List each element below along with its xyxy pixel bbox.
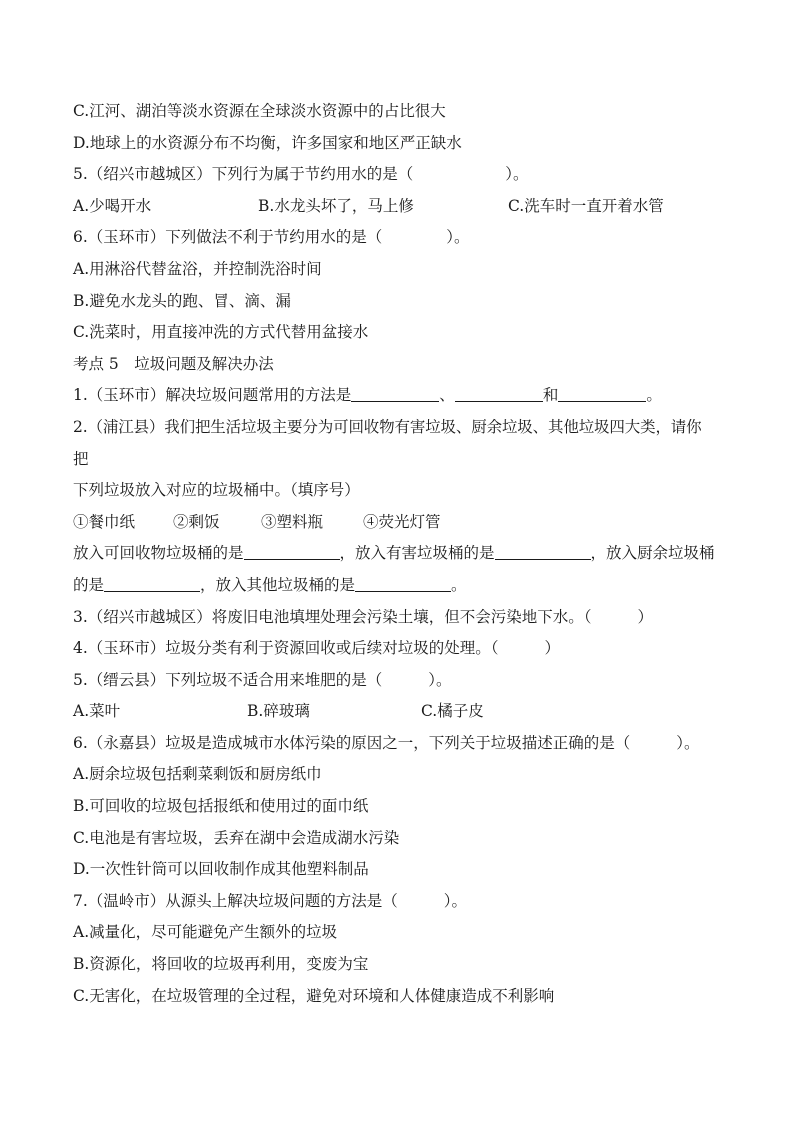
problem-6-option-c <box>73 823 733 855</box>
question-end: ）。 <box>446 228 470 247</box>
question-stem: 5.（绍兴市越城区）下列行为属于节约用水的是（ <box>73 165 414 184</box>
problem-instruction: 下列垃圾放入对应的垃圾桶中。（填序号） <box>73 481 360 500</box>
fill-blank-other[interactable] <box>355 573 451 592</box>
fill-blank-kitchen[interactable] <box>104 573 200 592</box>
problem-stem: 5.（缙云县）下列垃圾不适合用来堆肥的是（ <box>73 670 383 689</box>
problem-7-option-a <box>73 917 733 949</box>
option-c: C.橘子皮 <box>421 702 484 721</box>
option-text: D.地球上的水资源分布不均衡，许多国家和地区严正缺水 <box>73 133 462 152</box>
option-text: C.无害化，在垃圾管理的全过程，避免对环境和人体健康造成不利影响 <box>73 986 555 1005</box>
problem-1 <box>73 380 733 412</box>
problem-7-option-b <box>73 949 733 981</box>
option-text: D.一次性针筒可以回收制作成其他塑料制品 <box>73 860 369 879</box>
option-text: C.洗菜时，用直接冲洗的方式代替用盆接水 <box>73 323 369 342</box>
question-5-water <box>73 159 733 191</box>
problem-7 <box>73 886 733 918</box>
option-text: B.可回收的垃圾包括报纸和使用过的面巾纸 <box>73 797 369 816</box>
option-text: A.用淋浴代替盆浴，并控制洗浴时间 <box>73 259 322 278</box>
problem-end: ） <box>544 639 561 658</box>
problem-6-option-b <box>73 791 733 823</box>
problem-stem: 1.（玉环市）解决垃圾问题常用的方法是 <box>73 386 352 405</box>
question-6-option-c <box>73 317 733 349</box>
problem-2-fill-line-1 <box>73 538 733 570</box>
option-a: A.少喝开水 <box>73 196 152 215</box>
fill-blank-recyclable[interactable] <box>244 541 340 560</box>
option-a: A.菜叶 <box>73 702 121 721</box>
problem-2-line-1 <box>73 412 733 444</box>
question-6-option-a <box>73 254 733 286</box>
problem-5 <box>73 665 733 697</box>
problem-stem-cont: 把 <box>73 449 89 468</box>
problem-4 <box>73 633 733 665</box>
fill-blank-1[interactable] <box>351 383 439 402</box>
fill-text: ，放入其他垃圾桶的是 <box>200 575 356 594</box>
problem-2-line-3 <box>73 475 733 507</box>
option-text: A.厨余垃圾包括剩菜剩饭和厨房纸巾 <box>73 765 322 784</box>
worksheet-page <box>73 96 733 1012</box>
option-text: C.江河、湖泊等淡水资源在全球淡水资源中的占比很大 <box>73 102 446 120</box>
problem-end: ）。 <box>676 733 700 752</box>
question-stem: 6.（玉环市）下列做法不利于节约用水的是（ <box>73 228 383 247</box>
fill-text: ，放入有害垃圾桶的是 <box>339 544 495 563</box>
problem-6-option-d <box>73 854 733 886</box>
problem-stem: 2.（浦江县）我们把生活垃圾主要分为可回收物有害垃圾、厨余垃圾、其他垃圾四大类，请你 <box>73 417 702 436</box>
question-end: ）。 <box>505 165 529 184</box>
fill-blank-hazardous[interactable] <box>495 541 591 560</box>
problem-stem: 4.（玉环市）垃圾分类有利于资源回收或后续对垃圾的处理。（ <box>73 639 499 658</box>
waste-item-1: ①餐巾纸 <box>73 512 136 531</box>
fill-blank-2[interactable] <box>455 383 543 402</box>
fill-blank-3[interactable] <box>558 383 646 402</box>
fill-text: 放入可回收物垃圾桶的是 <box>73 544 244 563</box>
problem-5-options <box>73 696 733 728</box>
separator: 、 <box>439 386 455 405</box>
option-b: B.碎玻璃 <box>247 702 310 721</box>
question-5-options <box>73 191 733 223</box>
problem-end: ）。 <box>428 670 452 689</box>
option-text: B.资源化，将回收的垃圾再利用，变废为宝 <box>73 955 369 974</box>
fill-text: 。 <box>451 575 467 594</box>
fill-text: 的是 <box>73 575 105 594</box>
problem-6 <box>73 728 733 760</box>
problem-stem: 6.（永嘉县）垃圾是造成城市水体污染的原因之一，下列关于垃圾描述正确的是（ <box>73 733 631 752</box>
fill-text: ，放入厨余垃圾桶 <box>590 544 715 563</box>
option-b: B.水龙头坏了，马上修 <box>258 196 414 215</box>
question-6-water <box>73 222 733 254</box>
problem-6-option-a <box>73 759 733 791</box>
waste-item-4: ④荧光灯管 <box>363 512 441 531</box>
option-c-water <box>73 96 733 128</box>
option-c: C.洗车时一直开着水管 <box>508 196 664 215</box>
waste-item-2: ②剩饭 <box>173 512 220 531</box>
problem-end: 。 <box>646 386 662 405</box>
problem-stem: 3.（绍兴市越城区）将废旧电池填埋处理会污染土壤，但不会污染地下水。（ <box>73 607 592 626</box>
problem-7-option-c <box>73 981 733 1013</box>
section-heading <box>73 349 733 381</box>
question-6-option-b <box>73 286 733 318</box>
problem-2-fill-line-2 <box>73 570 733 602</box>
option-text: B.避免水龙头的跑、冒、滴、漏 <box>73 291 291 310</box>
option-text: A.减量化，尽可能避免产生额外的垃圾 <box>73 923 338 942</box>
problem-2-items <box>73 507 733 539</box>
waste-item-3: ③塑料瓶 <box>261 512 324 531</box>
problem-3 <box>73 602 733 634</box>
problem-2-line-2 <box>73 444 733 476</box>
option-d-water <box>73 128 733 160</box>
problem-end: ）。 <box>443 891 468 910</box>
section-title: 考点 5 垃圾问题及解决办法 <box>73 354 274 373</box>
separator: 和 <box>542 386 559 405</box>
problem-end: ） <box>637 607 654 626</box>
option-text: C.电池是有害垃圾，丢弃在湖中会造成湖水污染 <box>73 828 400 847</box>
problem-stem: 7.（温岭市）从源头上解决垃圾问题的方法是（ <box>73 891 398 910</box>
